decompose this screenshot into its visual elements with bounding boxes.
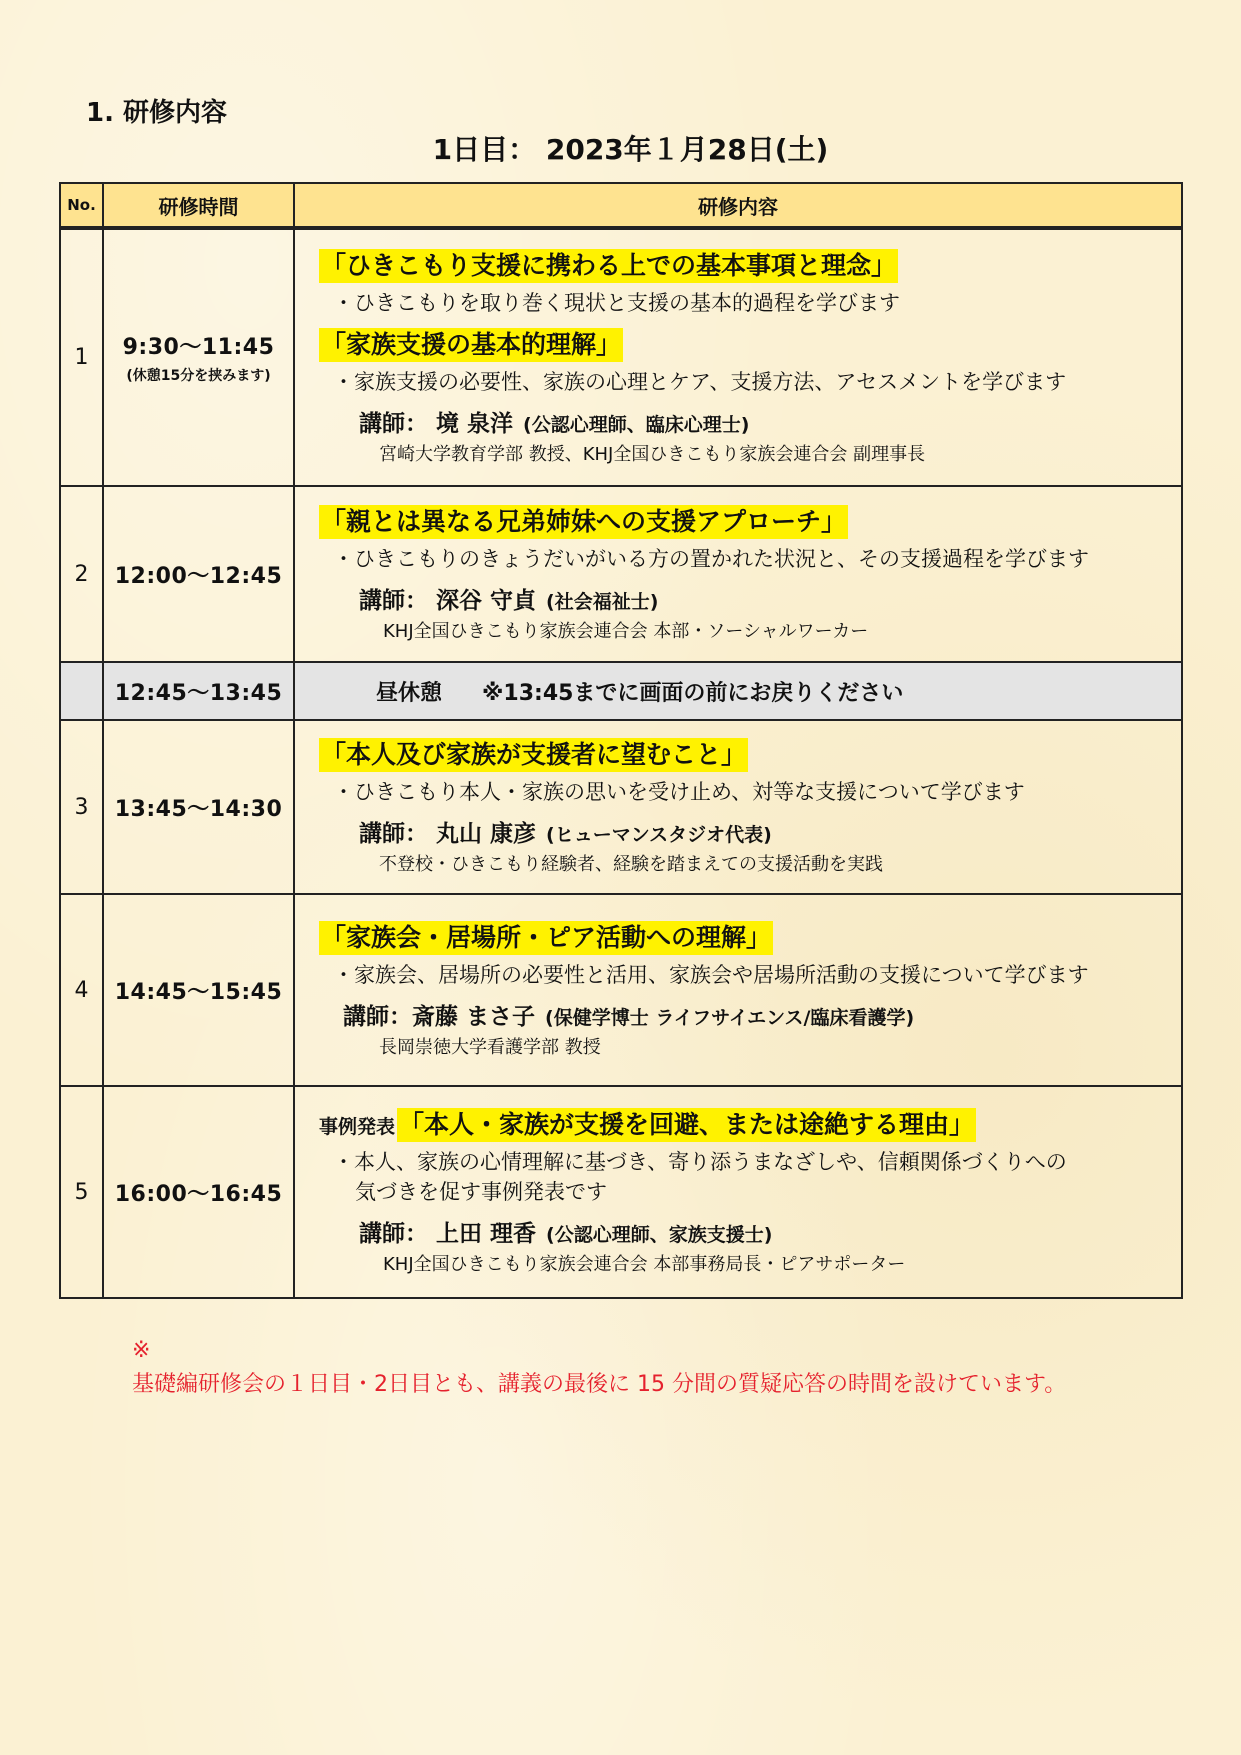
row-number: 2 [60, 486, 103, 662]
topic-description: ・家族支援の必要性、家族の心理とケア、支援方法、アセスメントを学びます [333, 370, 1067, 394]
table-row [60, 228, 1182, 486]
lecturer-name: 講師： 境 泉洋 [359, 411, 514, 437]
break-number [60, 662, 103, 720]
lecturer-affiliation: KHJ全国ひきこもり家族会連合会 本部・ソーシャルワーカー [383, 621, 869, 642]
topic-line [319, 1108, 1169, 1145]
lecturer-affiliation: 長岡崇徳大学看護学部 教授 [379, 1037, 601, 1058]
header-time: 研修時間 [103, 183, 294, 228]
lecturer-credentials: (公認心理師、臨床心理士) [523, 414, 750, 436]
topic-line [319, 505, 1169, 542]
topic-description [333, 1147, 1169, 1207]
row-time: 14:45～15:45 [114, 979, 283, 1005]
header-no: No. [60, 183, 103, 228]
row-time-cell [103, 228, 294, 486]
row-number: 5 [60, 1086, 103, 1298]
topic-line [319, 738, 1169, 775]
row-content [294, 228, 1182, 486]
row-content [294, 486, 1182, 662]
break-content [294, 662, 1182, 720]
table-row [60, 894, 1182, 1086]
row-number: 3 [60, 720, 103, 894]
row-content [294, 1086, 1182, 1298]
lecturer-affiliation: 不登校・ひきこもり経験者、経験を踏まえての支援活動を実践 [379, 854, 883, 875]
row-content [294, 894, 1182, 1086]
topic-description: ・ひきこもり本人・家族の思いを受け止め、対等な支援について学びます [333, 780, 1025, 804]
topic-description: ・ひきこもりを取り巻く現状と支援の基本的過程を学びます [333, 291, 900, 315]
row-time-cell [103, 1086, 294, 1298]
table-row [60, 1086, 1182, 1298]
schedule-table [59, 182, 1183, 1299]
topic-title: 「ひきこもり支援に携わる上での基本事項と理念」 [319, 249, 898, 283]
lecturer [359, 819, 1169, 850]
row-time-cell [103, 720, 294, 894]
break-label: 昼休憩 [376, 680, 443, 706]
row-time-cell [103, 486, 294, 662]
table-row [60, 486, 1182, 662]
footnote-mark: ※ [132, 1338, 151, 1363]
topic-title: 「本人・家族が支援を回避、または途絶する理由」 [397, 1108, 976, 1142]
row-time: 12:00～12:45 [114, 563, 283, 589]
topic-title: 「親とは異なる兄弟姉妹への支援アプローチ」 [319, 505, 848, 539]
footnote-text: 基礎編研修会の１日目・2日目とも、講義の最後に 15 分間の質疑応答の時間を設けています。 [132, 1372, 1067, 1397]
break-note: ※13:45までに画面の前にお戻りください [482, 680, 904, 706]
topic-description: ・家族会、居場所の必要性と活用、家族会や居場所活動の支援について学びます [333, 963, 1089, 987]
lecturer-name: 講師：斎藤 まさ子 [343, 1004, 536, 1030]
lecturer-credentials: (公認心理師、家族支援士) [546, 1224, 773, 1246]
topic-title: 「家族支援の基本的理解」 [319, 328, 623, 362]
topic-line [319, 328, 1169, 365]
break-row [60, 662, 1182, 720]
row-time: 9:30～11:45 [122, 335, 275, 360]
lecturer-name: 講師： 丸山 康彦 [359, 821, 537, 847]
section-heading: 1. 研修内容 [86, 98, 228, 128]
lecturer-name: 講師： 深谷 守貞 [359, 588, 537, 614]
lecturer [359, 409, 1169, 440]
lecturer [359, 586, 1169, 617]
row-number: 4 [60, 894, 103, 1086]
header-content: 研修内容 [294, 183, 1182, 228]
row-number: 1 [60, 228, 103, 486]
topic-description-continued: 気づきを促す事例発表です [355, 1180, 607, 1204]
topic-description-line: ・本人、家族の心情理解に基づき、寄り添うまなざしや、信頼関係づくりへの [333, 1150, 1067, 1174]
topic-title: 「本人及び家族が支援者に望むこと」 [319, 738, 748, 772]
topic-line [319, 921, 1169, 958]
topic-line [319, 249, 1169, 286]
day-title: 1日目： 2023年１月28日(土) [432, 133, 829, 166]
row-time-cell [103, 894, 294, 1086]
lecturer [359, 1219, 1169, 1250]
lecturer [343, 1002, 1169, 1033]
topic-prefix: 事例発表 [319, 1116, 396, 1138]
topic-title: 「家族会・居場所・ピア活動への理解」 [319, 921, 773, 955]
row-time-note: (休憩15分を挟みます) [126, 368, 271, 384]
lecturer-name: 講師： 上田 理香 [359, 1221, 537, 1247]
row-time: 13:45～14:30 [114, 796, 283, 822]
footnote [132, 1334, 1066, 1402]
lecturer-affiliation: 宮崎大学教育学部 教授、KHJ全国ひきこもり家族会連合会 副理事長 [379, 444, 926, 465]
lecturer-affiliation: KHJ全国ひきこもり家族会連合会 本部事務局長・ピアサポーター [383, 1254, 906, 1275]
topic-description: ・ひきこもりのきょうだいがいる方の置かれた状況と、その支援過程を学びます [333, 547, 1089, 571]
lecturer-credentials: (保健学博士 ライフサイエンス/臨床看護学) [545, 1007, 915, 1029]
table-row [60, 720, 1182, 894]
table-header-row [60, 183, 1182, 228]
lecturer-credentials: (ヒューマンスタジオ代表) [546, 824, 772, 846]
row-time-cell [103, 662, 294, 720]
row-time: 12:45～13:45 [114, 680, 283, 706]
row-content [294, 720, 1182, 894]
row-time: 16:00～16:45 [114, 1181, 283, 1207]
lecturer-credentials: (社会福祉士) [546, 591, 659, 613]
